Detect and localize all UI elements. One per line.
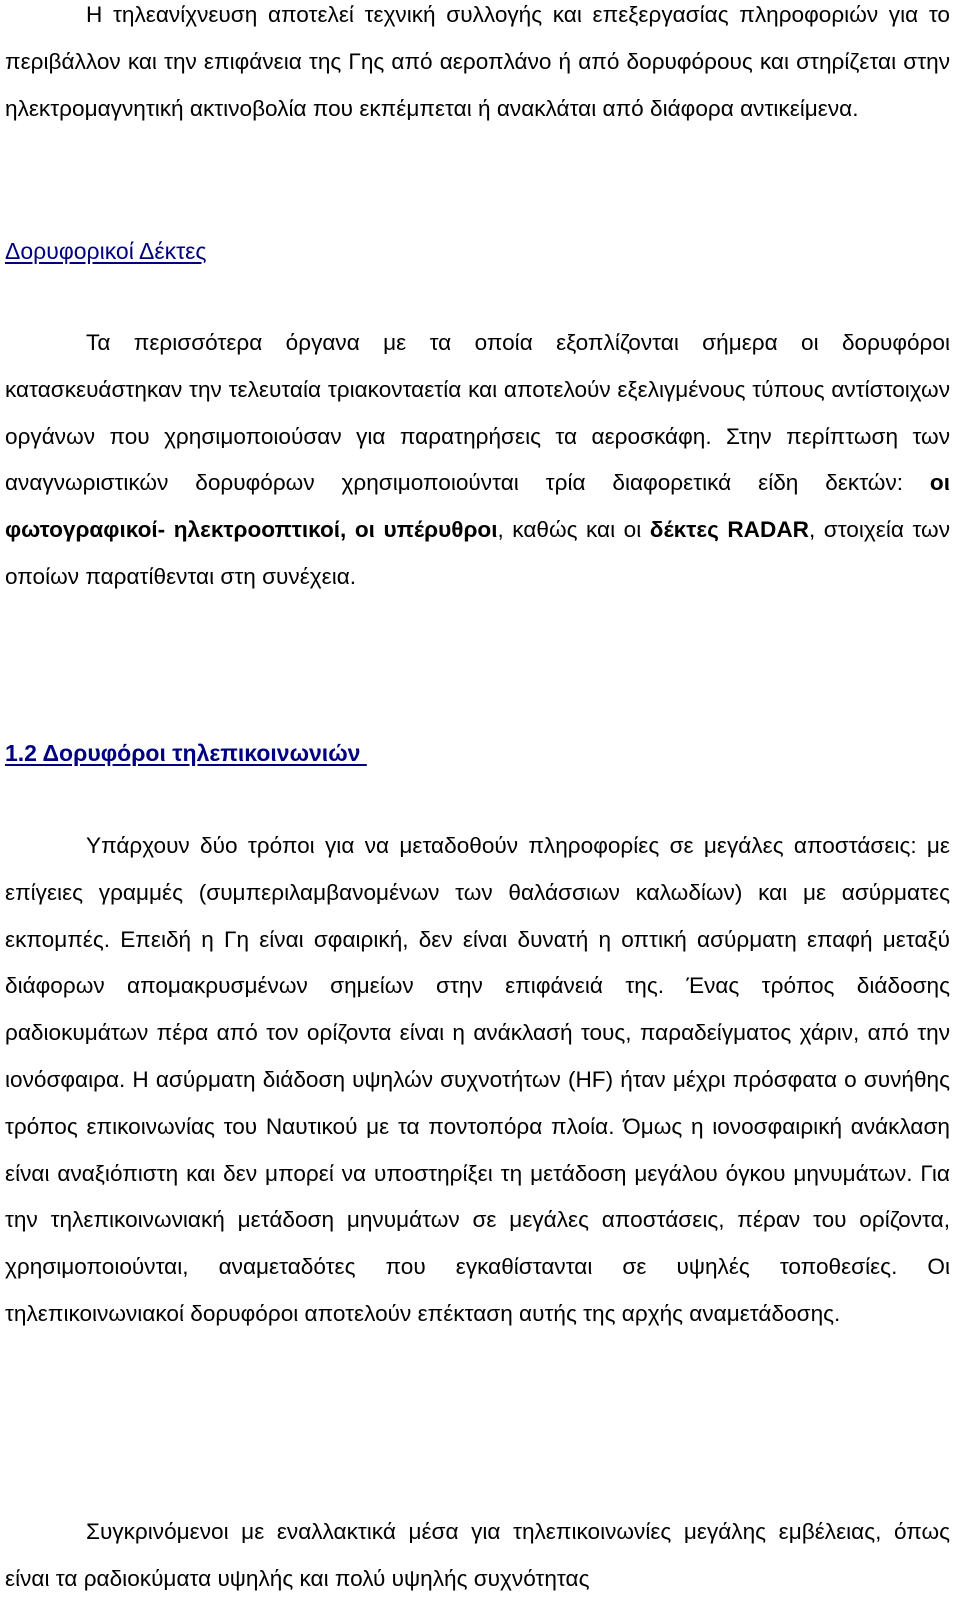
intro-paragraph: Η τηλεανίχνευση αποτελεί τεχνική συλλογής και επεξεργασίας πληροφοριών για το περιβάλλον και την επιφάνεια της Γης από αεροπλάνο ή από δορυφόρους και στηρίζεται στην ηλεκτρομαγνητική ακτινοβολία που εκπέμπεται ή ανακλάται από διάφορα αντικείμενα. <box>5 2 950 121</box>
section-heading-receivers: Δορυφορικοί Δέκτες <box>5 238 207 264</box>
telecom-paragraph-2: Συγκρινόμενοι με εναλλακτικά μέσα για τηλεπικοινωνίες μεγάλης εμβέλειας, όπως είναι τα ραδιοκύματα υψηλής και πολύ υψηλής συχνότητας <box>5 1519 950 1591</box>
telecom-paragraph-1: Υπάρχουν δύο τρόποι για να μεταδοθούν πληροφορίες σε μεγάλες αποστάσεις: με επίγειες γραμμές (συμπεριλαμβανομένων των θαλάσσιων καλωδίων) και με ασύρματες εκπομπές. Επειδή η Γη είναι σφαιρική, δεν είναι δυνατή η οπτική ασύρματη επαφή μεταξύ διάφορων απομακρυσμένων σημείων στην επιφάνειά της. Ένας τρόπος διάδοσης ραδιοκυμάτων πέρα από τον ορίζοντα είναι η ανάκλασή τους, παραδείγματος χάριν, από την ιονόσφαιρα. Η ασύρματη διάδοση υψηλών συχνοτήτων (HF) ήταν μέχρι πρόσφατα ο συνήθης τρόπος επικοινωνίας του Ναυτικού με τα ποντοπόρα πλοία. Όμως η ιονοσφαιρική ανάκλαση είναι αναξιόπιστη και δεν μπορεί να υποστηρίξει τη μετάδοση μεγάλου όγκου μηνυμάτων. Για την τηλεπικοινωνιακή μετάδοση μηνυμάτων σε μεγάλες αποστάσεις, πέραν του ορίζοντα, χρησιμοποιούνται, αναμεταδότες που εγκαθίστανται σε υψηλές τοποθεσίες. Οι τηλεπικοινωνιακοί δορυφόροι αποτελούν επέκταση αυτής της αρχής αναμετάδοσης. <box>5 833 950 1326</box>
section-heading-telecom: 1.2 Δορυφόροι τηλεπικοινωνιών <box>5 740 367 766</box>
receivers-paragraph <box>5 320 950 601</box>
receivers-bold-2: δέκτες RADAR <box>649 517 809 543</box>
receivers-text-2: , καθώς και οι <box>497 517 650 543</box>
receivers-bold-1: οι φωτογραφικοί- ηλεκτροοπτικοί, οι υπέρυθροι <box>5 470 950 543</box>
receivers-text-3: , στοιχεία των οποίων παρατίθενται στη συνέχεια. <box>5 517 950 589</box>
receivers-text-1: Τα περισσότερα όργανα με τα οποία εξοπλίζονται σήμερα οι δορυφόροι κατασκευάστηκαν την τελευταία τριακονταετία και αποτελούν εξελιγμένους τύπους αντίστοιχων οργάνων που χρησιμοποιούσαν για παρατηρήσεις τα αεροσκάφη. Στην περίπτωση των αναγνωριστικών δορυφόρων χρησιμοποιούνται τρία διαφορετικά είδη δεκτών: <box>5 330 950 496</box>
